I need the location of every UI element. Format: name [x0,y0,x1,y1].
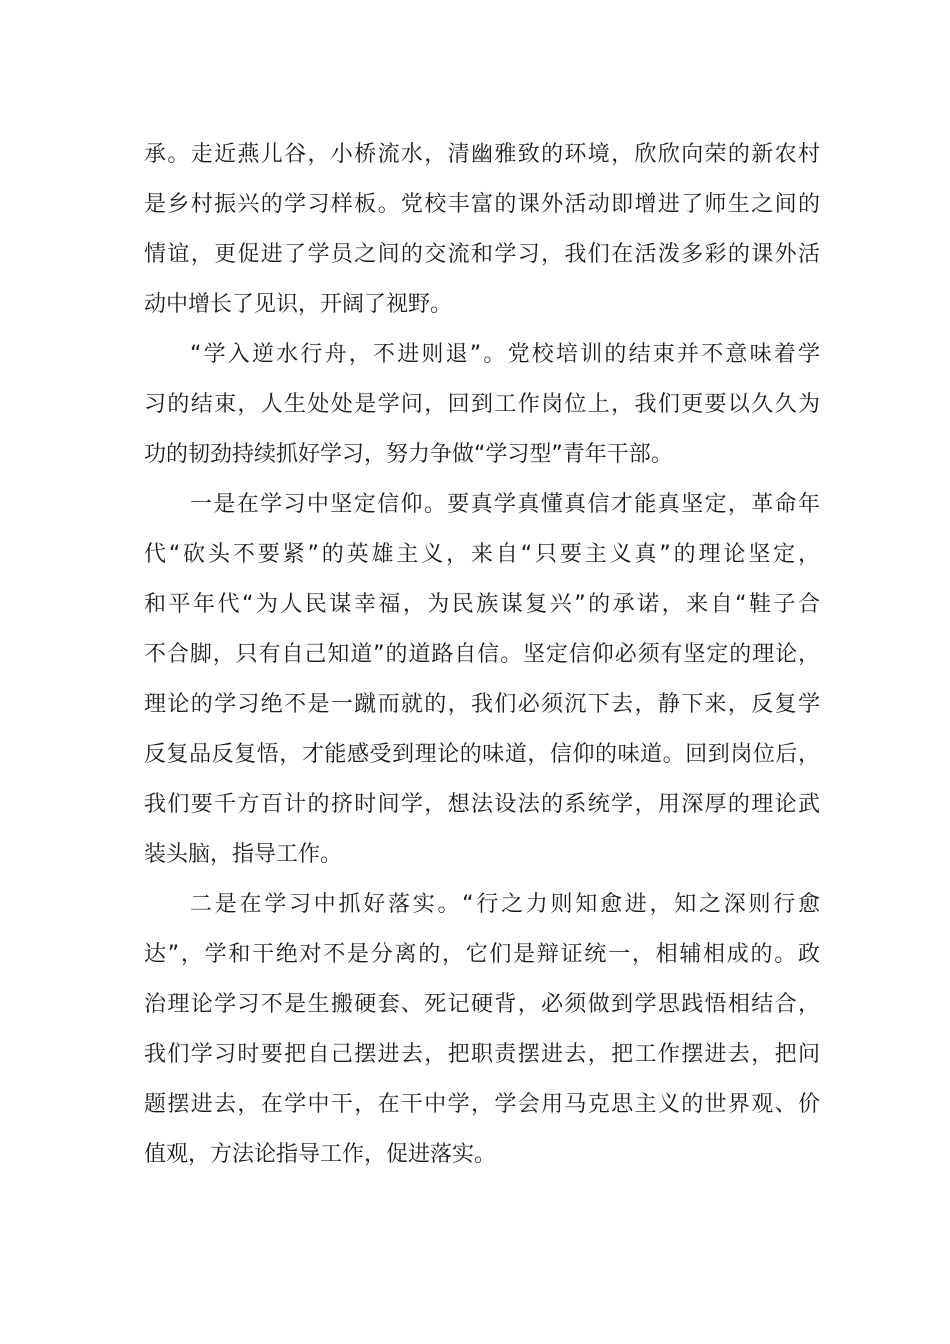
paragraph-line: 承。走近燕儿谷，小桥流水，清幽雅致的环境，欣欣向荣的新农村 [144,142,820,167]
paragraph-4 [144,880,820,1180]
paragraph-line: 是乡村振兴的学习样板。党校丰富的课外活动即增进了师生之间的 [144,192,820,217]
paragraph-line: 习的结束，人生处处是学问，回到工作岗位上，我们更要以久久为 [144,392,820,417]
paragraph-line: 治理论学习不是生搬硬套、死记硬背，必须做到学思践悟相结合， [144,992,820,1017]
paragraph-line: 达”，学和干绝对不是分离的，它们是辩证统一，相辅相成的。政 [144,942,820,967]
paragraph-line: 题摆进去，在学中干，在干中学，学会用马克思主义的世界观、价 [144,1092,820,1117]
paragraph-2 [144,330,820,480]
document-body [144,130,820,1180]
paragraph-line: 动中增长了见识，开阔了视野。 [144,292,453,317]
paragraph-line: 二是在学习中抓好落实。“行之力则知愈进，知之深则行愈 [190,892,820,917]
paragraph-line: “学入逆水行舟，不进则退”。党校培训的结束并不意味着学 [190,342,820,367]
paragraph-1 [144,130,820,330]
paragraph-line: 情谊，更促进了学员之间的交流和学习，我们在活泼多彩的课外活 [144,242,820,267]
paragraph-line: 装头脑，指导工作。 [144,842,343,867]
paragraph-line: 不合脚，只有自己知道”的道路自信。坚定信仰必须有坚定的理论， [144,642,820,667]
paragraph-line: 一是在学习中坚定信仰。要真学真懂真信才能真坚定，革命年 [190,492,820,517]
paragraph-line: 值观，方法论指导工作，促进落实。 [144,1142,497,1167]
paragraph-line: 我们学习时要把自己摆进去，把职责摆进去，把工作摆进去，把问 [144,1042,820,1067]
paragraph-line: 功的韧劲持续抓好学习，努力争做“学习型”青年干部。 [144,442,673,467]
paragraph-line: 反复品反复悟，才能感受到理论的味道，信仰的味道。回到岗位后， [144,742,820,767]
paragraph-line: 我们要千方百计的挤时间学，想法设法的系统学，用深厚的理论武 [144,792,820,817]
paragraph-3 [144,480,820,880]
paragraph-line: 代“砍头不要紧”的英雄主义，来自“只要主义真”的理论坚定， [144,542,820,567]
paragraph-line: 和平年代“为人民谋幸福，为民族谋复兴”的承诺，来自“鞋子合 [144,592,820,617]
paragraph-line: 理论的学习绝不是一蹴而就的，我们必须沉下去，静下来，反复学 [144,692,820,717]
